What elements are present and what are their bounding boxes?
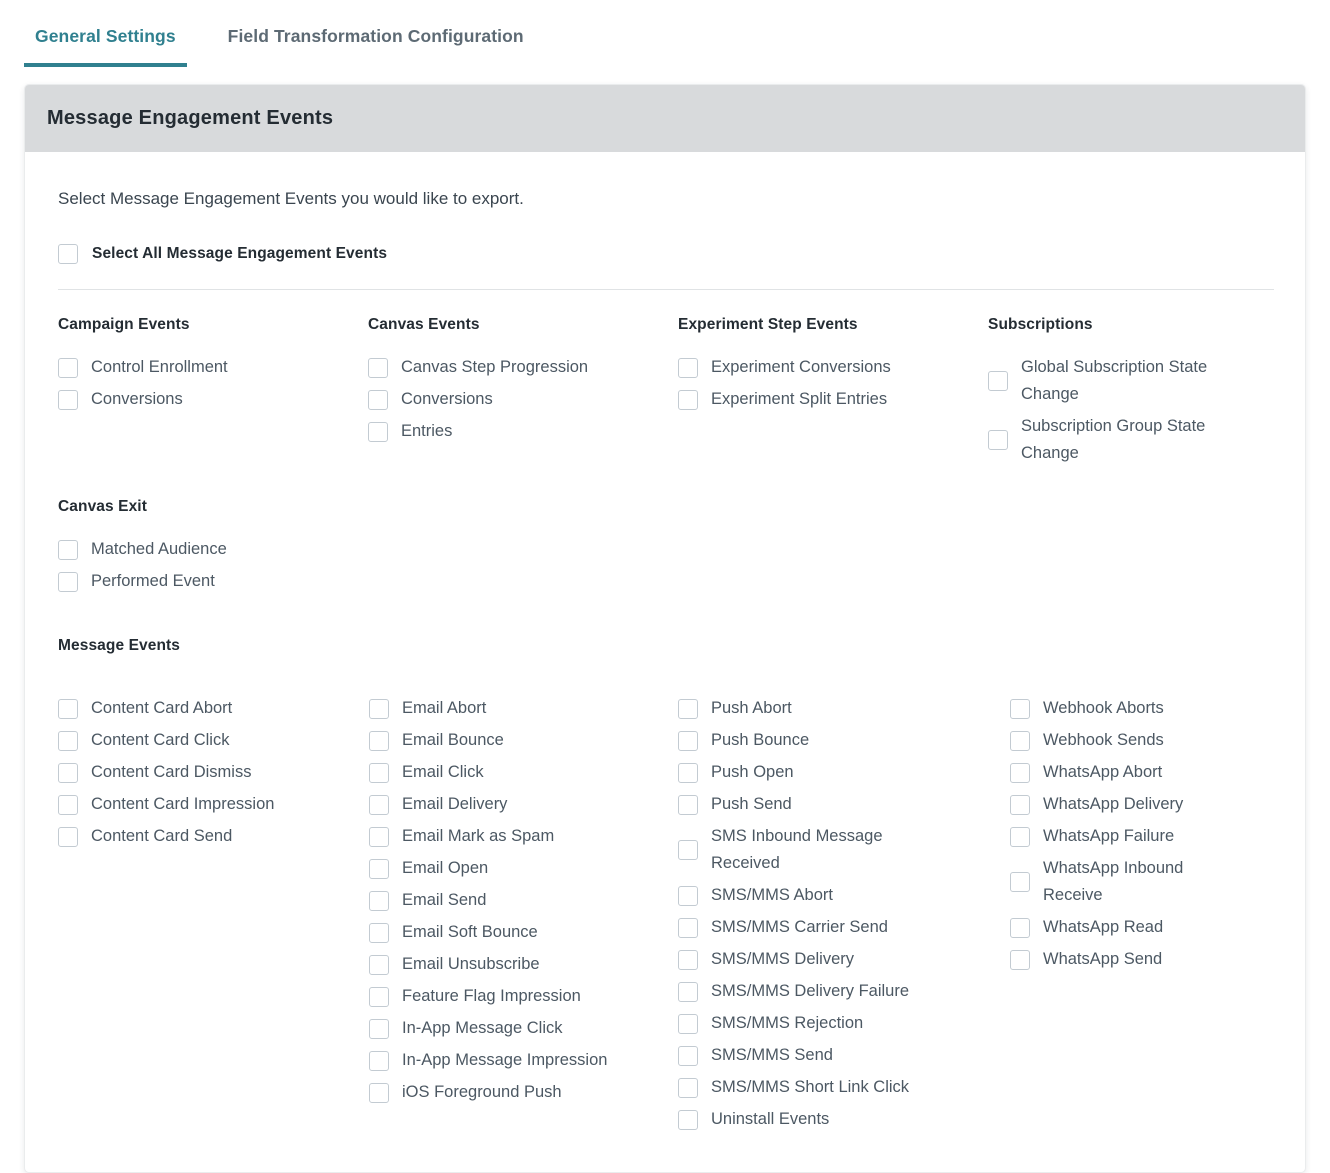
message-events-column-4: [1010, 695, 1274, 978]
event-checkbox-row[interactable]: [369, 919, 678, 946]
section-experiment-step-events: [678, 290, 988, 418]
checkbox[interactable]: [988, 371, 1008, 391]
checkbox[interactable]: [1010, 699, 1030, 719]
event-checkbox-row[interactable]: [1010, 759, 1274, 786]
event-checkbox-row[interactable]: [1010, 946, 1274, 973]
checkbox[interactable]: [369, 827, 389, 847]
event-checkbox-row[interactable]: [369, 823, 678, 850]
checkbox-label: Content Card Impression: [91, 795, 275, 813]
checkbox[interactable]: [678, 390, 698, 410]
select-all-checkbox[interactable]: [58, 244, 78, 264]
event-checkbox-row[interactable]: [58, 695, 369, 722]
checkbox[interactable]: [368, 358, 388, 378]
checkbox[interactable]: [369, 1083, 389, 1103]
event-checkbox-row[interactable]: [58, 354, 368, 381]
section-title: Message Events: [58, 637, 181, 654]
checkbox-label: Global Subscription State Change: [1021, 358, 1208, 403]
select-all-label: Select All Message Engagement Events: [92, 245, 388, 262]
event-checkbox-row[interactable]: [678, 354, 988, 381]
checkbox-label: Content Card Click: [91, 731, 230, 749]
checkbox-label: Performed Event: [91, 572, 215, 590]
checkbox[interactable]: [58, 699, 78, 719]
message-events-column-2: [369, 695, 678, 1111]
checkbox-label: SMS/MMS Delivery: [711, 950, 855, 968]
section-title: Experiment Step Events: [678, 316, 858, 333]
event-checkbox-row[interactable]: [369, 791, 678, 818]
checkbox[interactable]: [58, 540, 78, 560]
checkbox-list: [368, 354, 678, 445]
event-checkbox-row[interactable]: [1010, 855, 1274, 909]
message-events-column-1: [58, 695, 369, 855]
event-checkbox-row[interactable]: [988, 354, 1274, 408]
checkbox[interactable]: [368, 422, 388, 442]
checkbox[interactable]: [678, 982, 698, 1002]
checkbox-label: Entries: [401, 422, 453, 440]
event-checkbox-row[interactable]: [58, 727, 369, 754]
event-checkbox-row[interactable]: [369, 887, 678, 914]
event-checkbox-row[interactable]: [678, 882, 1010, 909]
event-checkbox-row[interactable]: [678, 914, 1010, 941]
event-checkbox-row[interactable]: [58, 568, 1274, 595]
checkbox-label: SMS/MMS Abort: [711, 886, 833, 904]
checkbox[interactable]: [678, 795, 698, 815]
checkbox[interactable]: [369, 1051, 389, 1071]
checkbox-list: [58, 536, 1274, 595]
checkbox-label: Email Send: [402, 891, 487, 909]
checkbox-label: iOS Foreground Push: [402, 1083, 562, 1101]
checkbox-label: WhatsApp Delivery: [1043, 795, 1184, 813]
event-checkbox-row[interactable]: [369, 855, 678, 882]
checkbox[interactable]: [678, 840, 698, 860]
checkbox[interactable]: [369, 859, 389, 879]
checkbox-label: In-App Message Click: [402, 1019, 563, 1037]
category-grid: [58, 290, 1274, 472]
checkbox-label: Email Abort: [402, 699, 487, 717]
checkbox[interactable]: [1010, 795, 1030, 815]
checkbox-label: Control Enrollment: [91, 358, 228, 376]
event-checkbox-row[interactable]: [369, 1047, 678, 1074]
checkbox[interactable]: [1010, 763, 1030, 783]
checkbox[interactable]: [988, 430, 1008, 450]
checkbox-label: Subscription Group State Change: [1021, 417, 1206, 462]
checkbox-label: Webhook Aborts: [1043, 699, 1164, 717]
checkbox[interactable]: [369, 955, 389, 975]
checkbox-label: SMS/MMS Send: [711, 1046, 833, 1064]
intro-text: Select Message Engagement Events you would like to export.: [58, 189, 524, 208]
event-checkbox-row[interactable]: [58, 823, 369, 850]
checkbox[interactable]: [1010, 827, 1030, 847]
checkbox[interactable]: [678, 1046, 698, 1066]
checkbox[interactable]: [369, 699, 389, 719]
section-title: Canvas Exit: [58, 498, 147, 515]
section-subscriptions: [988, 290, 1274, 472]
checkbox[interactable]: [369, 795, 389, 815]
checkbox[interactable]: [369, 891, 389, 911]
checkbox-label: Email Click: [402, 763, 484, 781]
event-checkbox-row[interactable]: [369, 1015, 678, 1042]
event-checkbox-row[interactable]: [369, 983, 678, 1010]
checkbox-list: [678, 354, 988, 413]
event-checkbox-row[interactable]: [369, 1079, 678, 1106]
checkbox-label: WhatsApp Inbound Receive: [1043, 859, 1184, 904]
checkbox-label: Experiment Conversions: [711, 358, 891, 376]
event-checkbox-row[interactable]: [678, 791, 1010, 818]
checkbox[interactable]: [1010, 731, 1030, 751]
checkbox-label: Push Send: [711, 795, 792, 813]
checkbox-label: Matched Audience: [91, 540, 227, 558]
checkbox-label: Email Soft Bounce: [402, 923, 538, 941]
checkbox-label: SMS/MMS Short Link Click: [711, 1078, 910, 1096]
checkbox-label: WhatsApp Failure: [1043, 827, 1175, 845]
select-all-row[interactable]: [58, 244, 1274, 264]
event-checkbox-row[interactable]: [678, 386, 988, 413]
event-checkbox-row[interactable]: [58, 386, 368, 413]
section-title: Campaign Events: [58, 316, 190, 333]
event-checkbox-row[interactable]: [678, 1106, 1010, 1133]
tab-bar: [0, 0, 1330, 67]
event-checkbox-row[interactable]: [988, 413, 1274, 467]
checkbox-label: Push Abort: [711, 699, 792, 717]
checkbox[interactable]: [678, 358, 698, 378]
message-engagement-events-panel: [24, 84, 1306, 1173]
checkbox-list: [988, 354, 1274, 467]
event-checkbox-row[interactable]: [1010, 823, 1274, 850]
event-checkbox-row[interactable]: [368, 354, 678, 381]
event-checkbox-row[interactable]: [1010, 791, 1274, 818]
checkbox[interactable]: [58, 390, 78, 410]
event-checkbox-row[interactable]: [678, 759, 1010, 786]
checkbox[interactable]: [678, 1014, 698, 1034]
checkbox-label: Webhook Sends: [1043, 731, 1164, 749]
panel-header: [25, 85, 1305, 152]
checkbox-label: Push Open: [711, 763, 794, 781]
checkbox[interactable]: [1010, 918, 1030, 938]
event-checkbox-row[interactable]: [368, 418, 678, 445]
checkbox[interactable]: [678, 699, 698, 719]
checkbox-label: SMS Inbound Message Received: [711, 827, 883, 872]
panel-title: Message Engagement Events: [47, 107, 334, 129]
checkbox-label: Content Card Abort: [91, 699, 233, 717]
event-checkbox-row[interactable]: [58, 536, 1274, 563]
section-canvas-events: [368, 290, 678, 450]
event-checkbox-row[interactable]: [369, 727, 678, 754]
checkbox-label: Canvas Step Progression: [401, 358, 589, 376]
checkbox[interactable]: [58, 827, 78, 847]
checkbox-label: Email Mark as Spam: [402, 827, 555, 845]
checkbox-label: Conversions: [401, 390, 493, 408]
section-title: Canvas Events: [368, 316, 480, 333]
message-events-grid: [58, 675, 1274, 1138]
tab-general-settings[interactable]: General Settings: [24, 24, 187, 67]
checkbox[interactable]: [678, 1110, 698, 1130]
checkbox[interactable]: [58, 572, 78, 592]
checkbox[interactable]: [369, 763, 389, 783]
event-checkbox-row[interactable]: [1010, 727, 1274, 754]
event-checkbox-row[interactable]: [678, 1074, 1010, 1101]
checkbox-label: Experiment Split Entries: [711, 390, 888, 408]
event-checkbox-row[interactable]: [369, 759, 678, 786]
section-title: Subscriptions: [988, 316, 1093, 333]
checkbox[interactable]: [678, 763, 698, 783]
checkbox[interactable]: [678, 950, 698, 970]
event-checkbox-row[interactable]: [58, 759, 369, 786]
checkbox[interactable]: [369, 923, 389, 943]
tab-field-transformation-configuration[interactable]: Field Transformation Configuration: [227, 26, 524, 46]
checkbox[interactable]: [1010, 872, 1030, 892]
checkbox[interactable]: [678, 1078, 698, 1098]
event-checkbox-row[interactable]: [678, 946, 1010, 973]
event-checkbox-row[interactable]: [369, 951, 678, 978]
checkbox-label: Feature Flag Impression: [402, 987, 581, 1005]
event-checkbox-row[interactable]: [678, 695, 1010, 722]
checkbox[interactable]: [368, 390, 388, 410]
checkbox[interactable]: [58, 795, 78, 815]
checkbox[interactable]: [678, 918, 698, 938]
event-checkbox-row[interactable]: [369, 695, 678, 722]
checkbox-list: [58, 354, 368, 413]
checkbox-label: Email Bounce: [402, 731, 504, 749]
checkbox-label: Content Card Send: [91, 827, 233, 845]
event-checkbox-row[interactable]: [1010, 695, 1274, 722]
checkbox[interactable]: [369, 731, 389, 751]
checkbox-label: In-App Message Impression: [402, 1051, 608, 1069]
checkbox-label: SMS/MMS Delivery Failure: [711, 982, 910, 1000]
event-checkbox-row[interactable]: [678, 978, 1010, 1005]
checkbox[interactable]: [678, 731, 698, 751]
checkbox-label: SMS/MMS Rejection: [711, 1014, 864, 1032]
event-checkbox-row[interactable]: [678, 1010, 1010, 1037]
checkbox[interactable]: [369, 1019, 389, 1039]
checkbox-label: WhatsApp Abort: [1043, 763, 1163, 781]
event-checkbox-row[interactable]: [1010, 914, 1274, 941]
checkbox-label: WhatsApp Send: [1043, 950, 1163, 968]
checkbox[interactable]: [678, 886, 698, 906]
checkbox[interactable]: [1010, 950, 1030, 970]
checkbox-label: SMS/MMS Carrier Send: [711, 918, 888, 936]
event-checkbox-row[interactable]: [678, 727, 1010, 754]
checkbox[interactable]: [58, 358, 78, 378]
checkbox-label: Content Card Dismiss: [91, 763, 252, 781]
checkbox-label: Conversions: [91, 390, 183, 408]
section-message-events: [58, 637, 1274, 1138]
message-events-column-3: [678, 695, 1010, 1138]
checkbox-label: Uninstall Events: [711, 1110, 830, 1128]
event-checkbox-row[interactable]: [58, 791, 369, 818]
checkbox-label: Email Unsubscribe: [402, 955, 540, 973]
checkbox-label: WhatsApp Read: [1043, 918, 1164, 936]
event-checkbox-row[interactable]: [678, 823, 1010, 877]
event-checkbox-row[interactable]: [368, 386, 678, 413]
event-checkbox-row[interactable]: [678, 1042, 1010, 1069]
panel-body: [25, 152, 1305, 1172]
section-campaign-events: [58, 290, 368, 418]
section-canvas-exit: [58, 498, 1274, 595]
checkbox-label: Email Delivery: [402, 795, 508, 813]
checkbox[interactable]: [58, 763, 78, 783]
checkbox[interactable]: [58, 731, 78, 751]
checkbox[interactable]: [369, 987, 389, 1007]
checkbox-label: Email Open: [402, 859, 489, 877]
checkbox-label: Push Bounce: [711, 731, 810, 749]
